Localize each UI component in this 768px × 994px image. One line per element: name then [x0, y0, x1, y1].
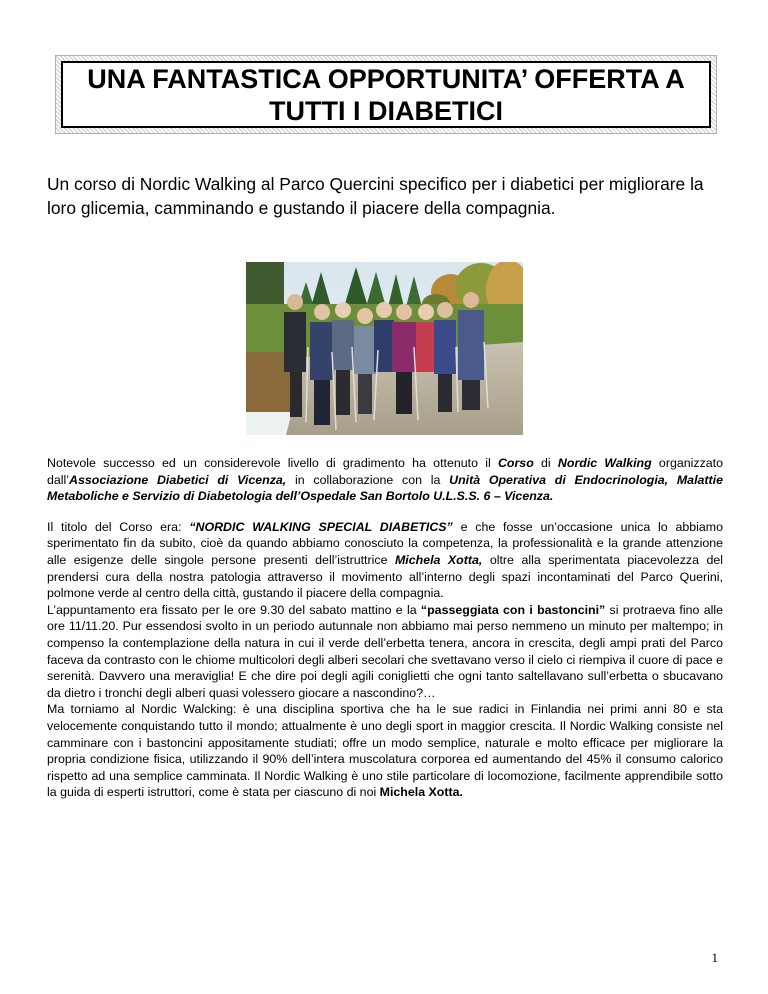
- text-span: di: [533, 456, 558, 470]
- bold-span: Michela Xotta.: [379, 785, 463, 800]
- paragraph-4: [47, 701, 723, 801]
- bold-span: Corso: [497, 456, 534, 470]
- paragraph-1: [47, 455, 723, 505]
- text-span: organizzato dall’: [47, 456, 723, 487]
- bold-span: “NORDIC WALKING SPECIAL DIABETICS”: [189, 519, 453, 534]
- intro-text: Un corso di Nordic Walking al Parco Quercini specifico per i diabetici per migliorare la loro glicemia, camminando e gustando il piacere della compagnia.: [47, 174, 704, 218]
- group-photo: [246, 262, 523, 435]
- text-span: in collaborazione con la: [286, 472, 450, 487]
- bold-span: Michela Xotta,: [394, 552, 483, 567]
- text-span: e che fosse un’occasione unica lo abbiamo sperimentato fin da subito, cioè da quando abbiamo conosciuto la competenza, la professionalità e la grande attenzione alle esigenze delle singole persone presenti dell’istruttrice: [47, 519, 723, 567]
- paragraph-2: [47, 519, 723, 602]
- title-line-2: TUTTI I DIABETICI: [269, 95, 503, 126]
- paragraph-3: [47, 602, 723, 702]
- bold-span: Nordic Walking: [557, 456, 652, 470]
- bold-span: Unità Operativa di Endocrinologia, Malattie Metaboliche e Servizio di Diabetologia dell’Ospedale San Bortolo U.L.S.S. 6 – Vicenza.: [47, 472, 723, 504]
- title-line-1: UNA FANTASTICA OPPORTUNITA’ OFFERTA A: [87, 63, 685, 94]
- article-body: [47, 455, 723, 801]
- bold-span: “passeggiata con i bastoncini”: [420, 602, 606, 617]
- text-span: Ma torniamo al Nordic Walcking: è una disciplina sportiva che ha le sue radici in Finlandia nei primi anni 80 e sta velocemente conquistando tutto il mondo; attualmente è uno degli sport in maggior crescita. Il Nordic Walking consiste nel camminare con i bastoncini appositamente studiati; offre un modo semplice, naturale e molto efficace per migliorare la propria condizione fisica, utilizzando il 90% dell’intera muscolatura corporea ed aumentando del 45% il consumo calorico rispetto ad una semplice camminata. Il Nordic Walking è uno stile particolare di locomozione, facilmente apprendibile sotto la guida di esperti istruttori, come è stata per ciascuno di noi: [47, 702, 723, 800]
- text-span: L’appuntamento era fissato per le ore 9.30 del sabato mattino e la: [47, 602, 421, 617]
- text-span: Notevole successo ed un considerevole livello di gradimento ha ottenuto il: [47, 456, 498, 470]
- bold-span: Associazione Diabetici di Vicenza,: [69, 472, 287, 487]
- page-number: 1: [711, 950, 718, 965]
- page-title: [61, 61, 711, 128]
- text-span: si protraeva fino alle ore 11/11.20. Pur essendosi svolto in un periodo autunnale non abbiamo mai perso nemmeno un minuto per maltempo; in compenso la contemplazione della natura in cui il verde dell’erbetta tenera, ancora in crescita, degli ampi prati del Parco faceva da contrasto con le chiome multicolori degli alberi secolari che svettavano verso il cielo ci riempiva il cuore di pace e serenità. Davvero una meraviglia! E che dire poi degli agili coniglietti che ogni tanto saltellavano sull’erbetta o sbucavano da dietro i tronchi degli alberi quasi volessero giocare a nascondino?…: [47, 602, 723, 700]
- title-box: [55, 55, 717, 134]
- text-span: oltre alla sperimentata piacevolezza del prendersi cura della nostra patologia attraverso il movimento all’interno degli spazi incontaminati del Parco Querini, polmone verde al centro della città, gustando il piacere della compagnia.: [47, 552, 724, 601]
- text-span: Il titolo del Corso era:: [47, 519, 190, 534]
